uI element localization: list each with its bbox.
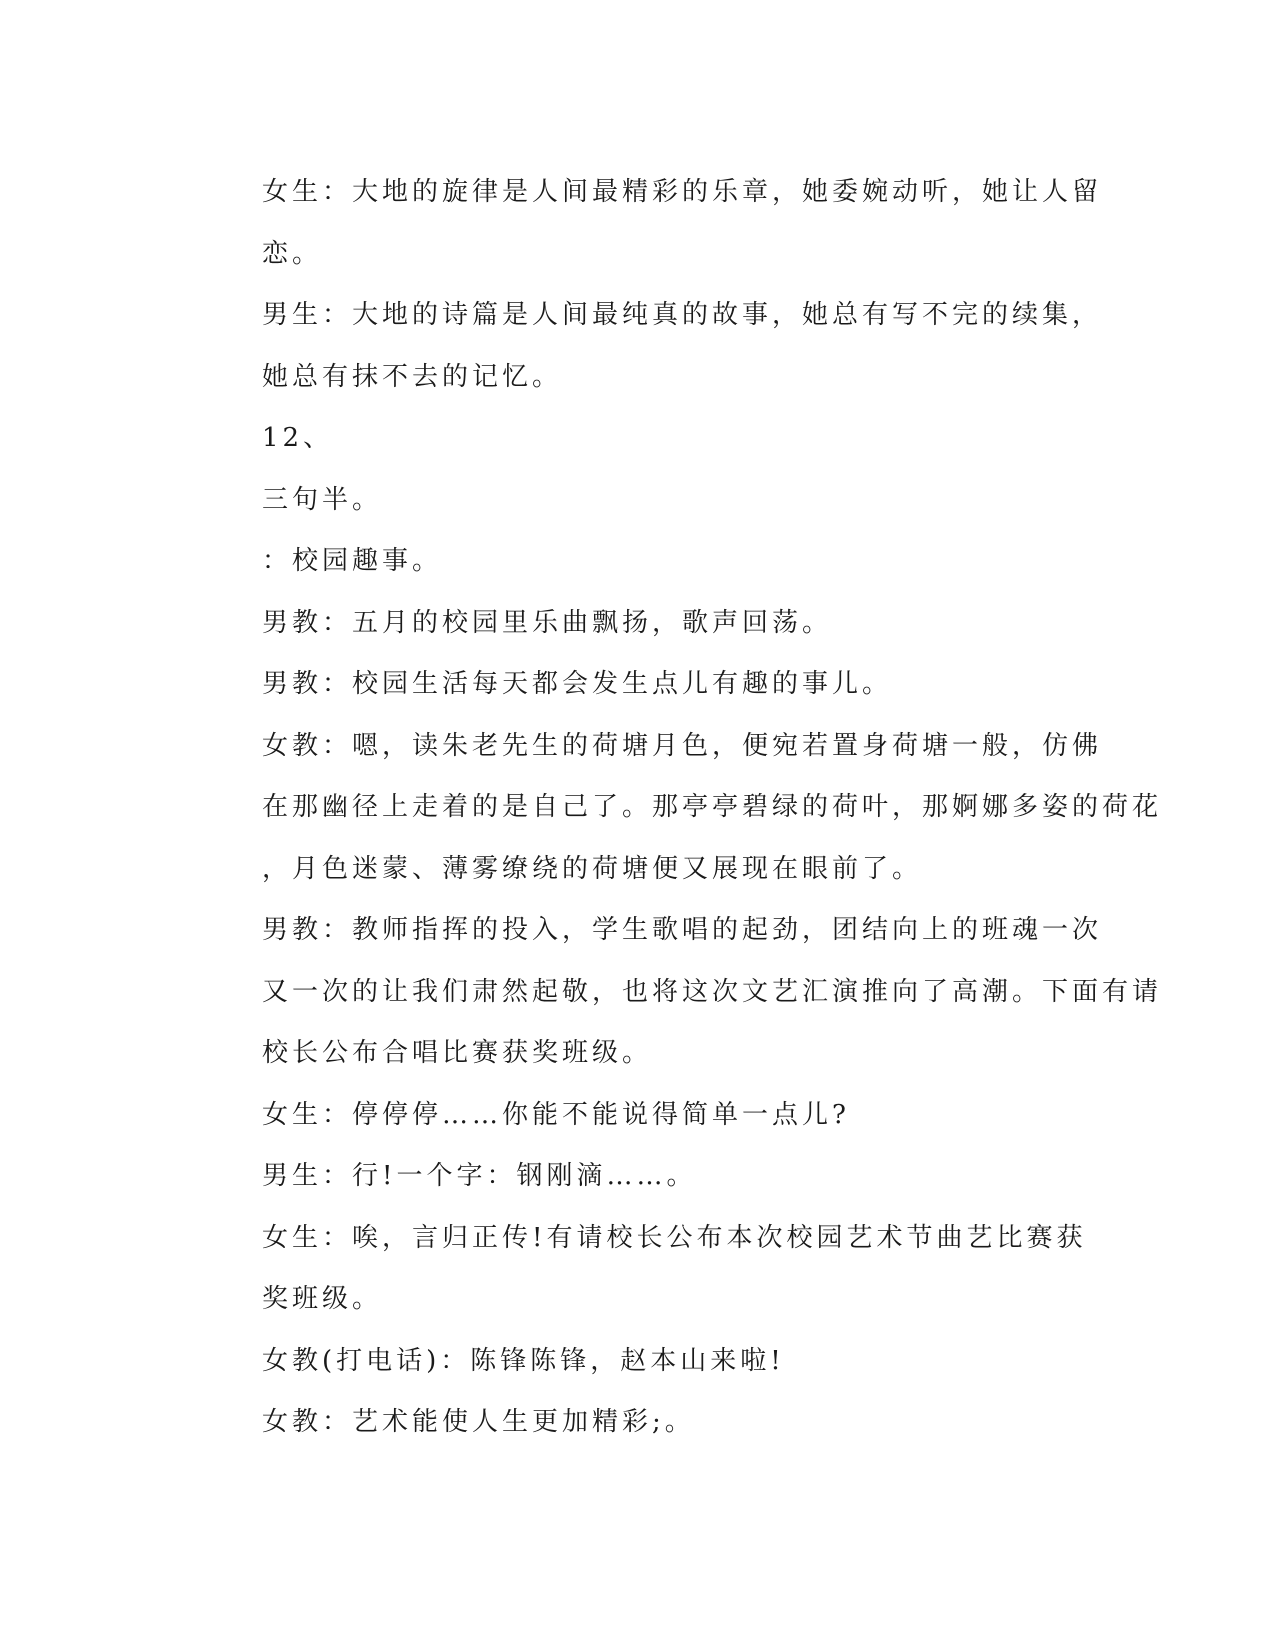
text-line: 她总有抹不去的记忆。 [262, 361, 563, 392]
paragraph-12 [187, 1208, 1087, 1331]
text-line: 男生：大地的诗篇是人间最纯真的故事，她总有写不完的续集， [262, 300, 1103, 330]
paragraph-8 [187, 716, 1163, 901]
text-line: ，月色迷蒙、薄雾缭绕的荷塘便又展现在眼前了。 [262, 853, 923, 884]
paragraph-10 [187, 1085, 1067, 1147]
text-line: 三句半。 [262, 484, 383, 515]
text-line: 校长公布合唱比赛获奖班级。 [262, 1038, 653, 1068]
text-line: 在那幽径上走着的是自己了。那亭亭碧绿的荷叶，那婀娜多姿的荷花 [262, 792, 1163, 822]
section-title [187, 470, 1067, 532]
paragraph-1 [187, 162, 1103, 285]
paragraph-7 [187, 654, 1067, 716]
text-line: 男教：校园生活每天都会发生点儿有趣的事儿。 [262, 669, 893, 699]
text-line: 奖班级。 [262, 1284, 383, 1314]
text-line: 女教(打电话)：陈锋陈锋，赵本山来啦! [262, 1345, 785, 1376]
text-line: 女生：大地的旋律是人间最精彩的乐章，她委婉动听，她让人留 [262, 177, 1103, 207]
text-line: 女教：艺术能使人生更加精彩;。 [262, 1407, 695, 1437]
text-line: 12、 [262, 423, 334, 453]
paragraph-2 [187, 285, 1103, 408]
text-line: ：校园趣事。 [262, 546, 443, 576]
section-number [187, 408, 1067, 470]
paragraph-9 [187, 900, 1163, 1085]
text-line: 女教：嗯，读朱老先生的荷塘月色，便宛若置身荷塘一般，仿佛 [262, 730, 1103, 761]
document-body [187, 162, 1163, 1454]
paragraph-14 [187, 1392, 1067, 1454]
text-line: 男教：五月的校园里乐曲飘扬，歌声回荡。 [262, 607, 833, 638]
paragraph-11 [187, 1146, 1067, 1208]
text-line: 女生：唉，言归正传!有请校长公布本次校园艺术节曲艺比赛获 [262, 1222, 1087, 1253]
text-line: 女生：停停停……你能不能说得简单一点儿? [262, 1099, 850, 1130]
text-line: 男教：教师指挥的投入，学生歌唱的起劲，团结向上的班魂一次 [262, 915, 1103, 945]
text-line: 恋。 [262, 238, 323, 269]
text-line: 男生：行!一个字：钢刚滴……。 [262, 1161, 697, 1191]
section-subtitle [187, 531, 1067, 593]
paragraph-6 [187, 593, 1067, 655]
paragraph-13 [187, 1331, 1067, 1393]
text-line: 又一次的让我们肃然起敬，也将这次文艺汇演推向了高潮。下面有请 [262, 976, 1163, 1007]
